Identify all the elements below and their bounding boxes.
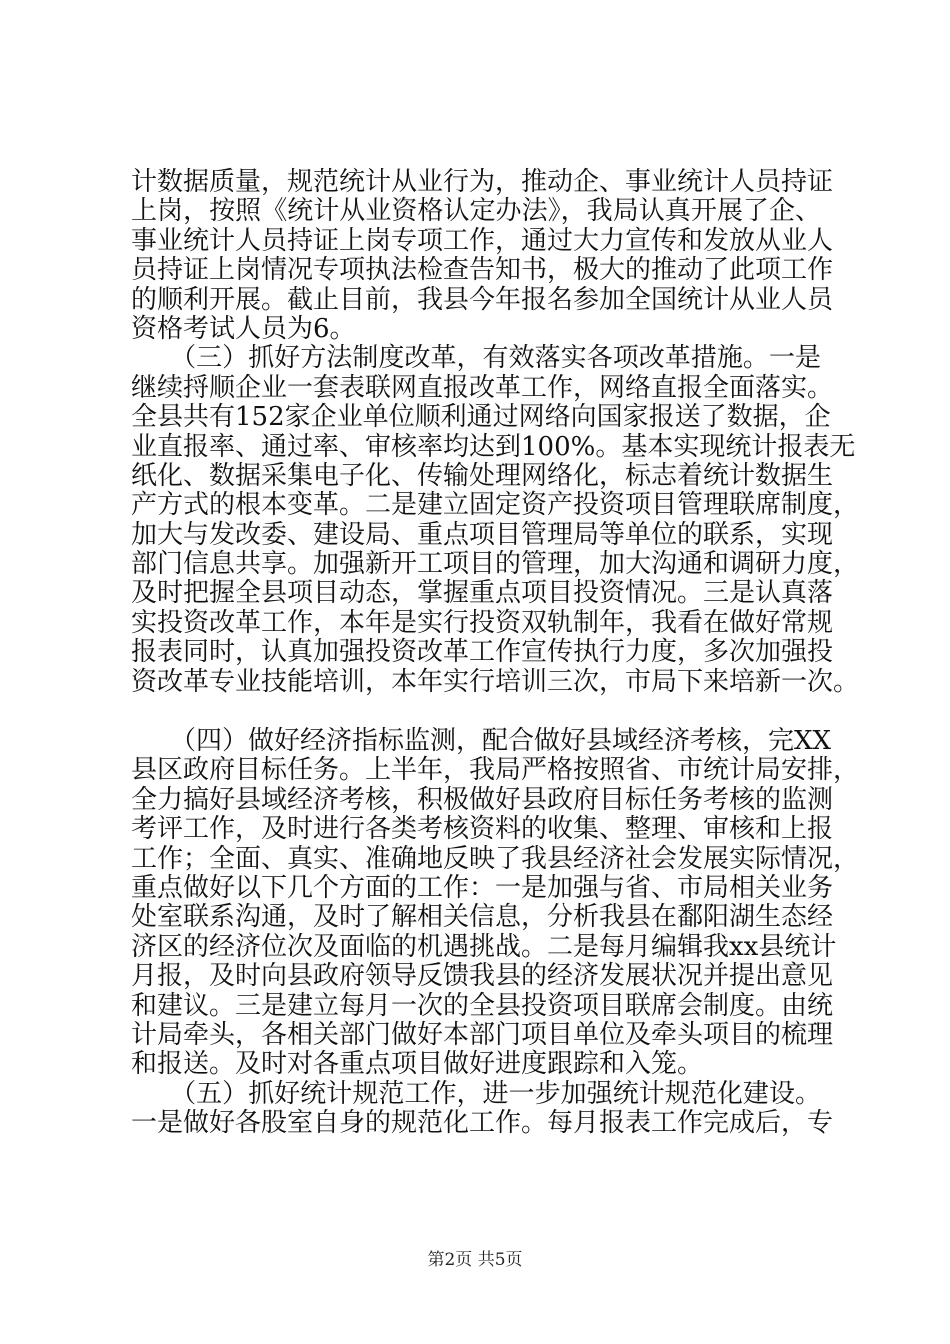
- text-line: 资格考试人员为6。: [131, 313, 356, 344]
- text-line: （三）抓好方法制度改革，有效落实各项改革措施。一是: [131, 343, 821, 374]
- text-line: 事业统计人员持证上岗专项工作，通过大力宣传和发放从业人: [131, 225, 834, 256]
- paragraph-section-five: [131, 1078, 834, 1139]
- text-line: 重点做好以下几个方面的工作：一是加强与省、市局相关业务: [131, 872, 834, 903]
- text-line: 资改革专业技能培训，本年实行培训三次，市局下来培新一次。: [131, 666, 860, 697]
- text-line: 全力搞好县域经济考核，积极做好县政府目标任务考核的监测: [131, 784, 834, 815]
- text-line: 纸化、数据采集电子化、传输处理网络化，标志着统计数据生: [131, 460, 834, 491]
- text-line: 业直报率、通过率、审核率均达到100%。基本实现统计报表无: [131, 431, 856, 462]
- paragraph-spacer: [131, 697, 821, 727]
- text-line: 员持证上岗情况专项执法检查告知书，极大的推动了此项工作: [131, 255, 834, 286]
- text-line: （五）抓好统计规范工作，进一步加强统计规范化建设。: [131, 1078, 821, 1109]
- text-line: 济区的经济位次及面临的机遇挑战。二是每月编辑我xx县统计: [131, 931, 837, 962]
- text-line: 加大与发改委、建设局、重点项目管理局等单位的联系，实现: [131, 519, 834, 550]
- text-line: 上岗，按照《统计从业资格认定办法》，我局认真开展了企、: [131, 196, 821, 227]
- page-number-footer: 第2页 共5页: [427, 1250, 523, 1270]
- text-line: 和报送。及时对各重点项目做好进度跟踪和入笼。: [131, 1049, 704, 1080]
- text-line: 的顺利开展。截止目前，我县今年报名参加全国统计从业人员: [131, 284, 834, 315]
- text-line: 产方式的根本变革。二是建立固定资产投资项目管理联席制度，: [131, 490, 860, 521]
- text-line: 处室联系沟通，及时了解相关信息，分析我县在鄱阳湖生态经: [131, 902, 834, 933]
- text-line: （四）做好经济指标监测，配合做好县域经济考核，完XX: [131, 726, 832, 757]
- text-line: 计数据质量，规范统计从业行为，推动企、事业统计人员持证: [131, 167, 834, 197]
- paragraph-section-four: [131, 726, 860, 1080]
- text-line: 工作；全面、真实、准确地反映了我县经济社会发展实际情况，: [131, 843, 860, 874]
- text-line: 继续捋顺企业一套表联网直报改革工作，网络直报全面落实。: [131, 372, 834, 403]
- text-line: 全县共有152家企业单位顺利通过网络向国家报送了数据，企: [131, 402, 831, 433]
- document-body: [131, 167, 860, 1139]
- text-line: 部门信息共享。加强新开工项目的管理，加大沟通和调研力度，: [131, 549, 860, 580]
- text-line: 一是做好各股室自身的规范化工作。每月报表工作完成后，专: [131, 1108, 834, 1139]
- text-line: 实投资改革工作，本年是实行投资双轨制年，我看在做好常规: [131, 607, 834, 638]
- text-line: 及时把握全县项目动态，掌握重点项目投资情况。三是认真落: [131, 578, 834, 609]
- text-line: 县区政府目标任务。上半年，我局严格按照省、市统计局安排，: [131, 755, 860, 786]
- text-line: 计局牵头，各相关部门做好本部门项目单位及牵头项目的梳理: [131, 1019, 834, 1050]
- text-line: 考评工作，及时进行各类考核资料的收集、整理、审核和上报: [131, 814, 834, 845]
- text-line: 和建议。三是建立每月一次的全县投资项目联席会制度。由统: [131, 990, 834, 1021]
- text-line: 月报，及时向县政府领导反馈我县的经济发展状况并提出意见: [131, 961, 834, 992]
- paragraph-certification: [131, 167, 834, 344]
- text-line: 报表同时，认真加强投资改革工作宣传执行力度，多次加强投: [131, 637, 834, 668]
- paragraph-section-three: [131, 343, 860, 697]
